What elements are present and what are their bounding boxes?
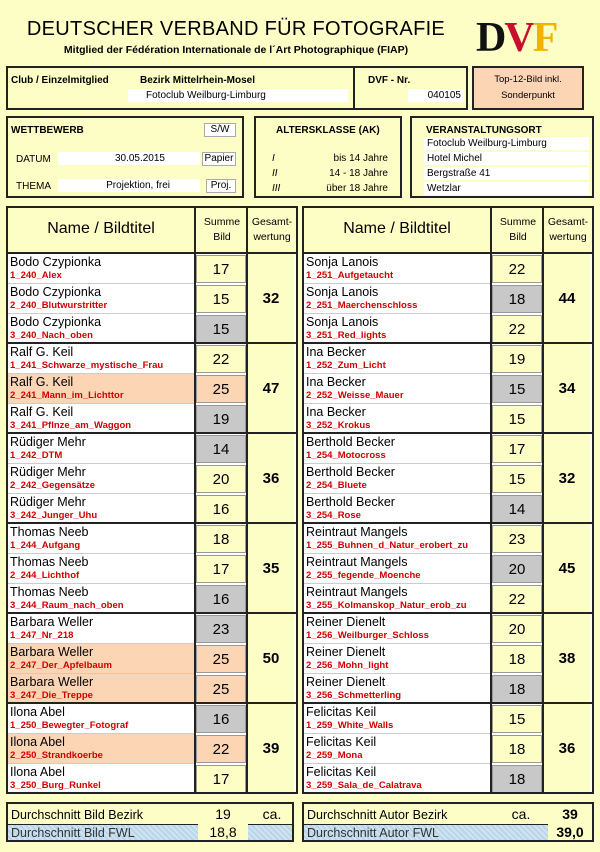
score-cell[interactable]: 20 xyxy=(492,615,542,643)
table-row[interactable] xyxy=(8,644,194,674)
score-cell[interactable]: 23 xyxy=(196,615,246,643)
altersklasse-label: ALTERSKLASSE (AK) xyxy=(276,125,380,136)
altersklasse-box: ALTERSKLASSE (AK) I bis 14 Jahre II 14 - 18 Jahre III über 18 Jahre xyxy=(254,116,402,198)
datum-label: DATUM xyxy=(16,154,51,165)
gesamt-cell: 35 xyxy=(248,524,294,614)
score-cell[interactable]: 18 xyxy=(492,765,542,793)
table-row[interactable] xyxy=(304,254,490,284)
score-cell[interactable]: 15 xyxy=(196,285,246,313)
score-cell[interactable]: 22 xyxy=(492,315,542,343)
author-name: Bodo Czypionka xyxy=(10,285,102,299)
score-cell[interactable]: 22 xyxy=(492,255,542,283)
author-name: Felicitas Keil xyxy=(306,735,377,749)
top12-legend: Top-12-Bild inkl. Sonderpunkt xyxy=(472,66,584,110)
author-name: Reintraut Mangels xyxy=(306,585,408,599)
author-name: Ralf G. Keil xyxy=(10,345,74,359)
club-name-field[interactable]: Fotoclub Weilburg-Limburg xyxy=(128,89,348,102)
image-title: 3_247_Die_Treppe xyxy=(10,690,93,701)
score-cell[interactable]: 16 xyxy=(196,495,246,523)
author-name: Thomas Neeb xyxy=(10,585,89,599)
table-row[interactable] xyxy=(8,764,194,794)
table-row[interactable] xyxy=(304,494,490,524)
page-title: DEUTSCHER VERBAND FÜR FOTOGRAFIE xyxy=(26,18,446,40)
author-name: Thomas Neeb xyxy=(10,525,89,539)
ort-line-1[interactable]: Fotoclub Weilburg-Limburg xyxy=(424,137,589,150)
author-name: Ina Becker xyxy=(306,345,366,359)
bild-bezirk-value: 19 xyxy=(198,806,248,822)
table-row[interactable] xyxy=(304,374,490,404)
header-summe: Summe Bild xyxy=(203,216,241,243)
score-cell[interactable]: 15 xyxy=(492,465,542,493)
score-cell[interactable]: 22 xyxy=(196,345,246,373)
image-title: 3_250_Burg_Runkel xyxy=(10,780,101,791)
author-name: Ilona Abel xyxy=(10,765,65,779)
image-title: 2_241_Mann_im_Lichttor xyxy=(10,390,124,401)
table-header xyxy=(304,208,592,254)
autor-fwl-label: Durchschnitt Autor FWL xyxy=(307,826,439,840)
gesamt-cell: 36 xyxy=(544,704,590,794)
image-title: 3_244_Raum_nach_oben xyxy=(10,600,124,611)
image-title: 3_254_Rose xyxy=(306,510,361,521)
header-gesamt: Gesamt- wertung xyxy=(251,216,293,243)
image-title: 2_250_Strandkoerbe xyxy=(10,750,103,761)
gesamt-cell: 36 xyxy=(248,434,294,524)
gesamt-cell: 47 xyxy=(248,344,294,434)
header-gesamt: Gesamt- wertung xyxy=(547,216,589,243)
table-row[interactable] xyxy=(8,494,194,524)
author-name: Reintraut Mangels xyxy=(306,525,408,539)
page-subtitle: Mitglied der Fédération Internationale de l´Art Photographique (FIAP) xyxy=(63,44,409,56)
score-cell[interactable]: 14 xyxy=(196,435,246,463)
dvf-nr-label: DVF - Nr. xyxy=(368,75,411,86)
image-title: 1_240_Alex xyxy=(10,270,62,281)
table-row[interactable] xyxy=(8,464,194,494)
image-title: 1_247_Nr_218 xyxy=(10,630,74,641)
datum-field[interactable]: 30.05.2015 xyxy=(58,152,200,165)
score-cell[interactable]: 25 xyxy=(196,375,246,403)
score-cell[interactable]: 19 xyxy=(196,405,246,433)
ort-line-4[interactable]: Wetzlar xyxy=(424,182,589,195)
wettbewerb-box xyxy=(6,116,244,198)
image-title: 3_259_Sala_de_Calatrava xyxy=(306,780,422,791)
score-cell[interactable]: 14 xyxy=(492,495,542,523)
table-row[interactable] xyxy=(8,704,194,734)
image-title: 2_256_Mohn_light xyxy=(306,660,389,671)
table-row[interactable] xyxy=(8,434,194,464)
gesamt-cell: 32 xyxy=(248,254,294,344)
score-cell[interactable]: 15 xyxy=(196,315,246,343)
author-name: Sonja Lanois xyxy=(306,315,379,329)
gesamt-cell: 32 xyxy=(544,434,590,524)
table-row[interactable] xyxy=(8,524,194,554)
summary-bild: Durchschnitt Bild Bezirk 19 ca. Durchschnitt Bild FWL 18,8 xyxy=(6,802,294,842)
author-name: Rüdiger Mehr xyxy=(10,465,86,479)
score-cell[interactable]: 15 xyxy=(492,375,542,403)
table-row[interactable] xyxy=(8,404,194,434)
results-table-right xyxy=(302,206,594,794)
ort-line-2[interactable]: Hotel Michel xyxy=(424,152,589,165)
table-row[interactable] xyxy=(304,764,490,794)
sw-button[interactable]: S/W xyxy=(204,123,236,137)
gesamt-cell: 39 xyxy=(248,704,294,794)
table-row[interactable] xyxy=(304,314,490,344)
summary-autor: Durchschnitt Autor Bezirk ca. 39 Durchschnitt Autor FWL 39,0 xyxy=(302,802,594,842)
table-row[interactable] xyxy=(304,644,490,674)
gesamt-cell: 45 xyxy=(544,524,590,614)
author-name: Barbara Weller xyxy=(10,675,94,689)
author-name: Berthold Becker xyxy=(306,465,395,479)
image-title: 3_256_Schmetterling xyxy=(306,690,402,701)
score-cell[interactable]: 16 xyxy=(196,585,246,613)
bild-fwl-label: Durchschnitt Bild FWL xyxy=(11,826,135,840)
table-row[interactable] xyxy=(8,374,194,404)
author-name: Ina Becker xyxy=(306,405,366,419)
image-title: 2_255_fegende_Moenche xyxy=(306,570,421,581)
table-row[interactable] xyxy=(304,434,490,464)
dvf-logo: DVF xyxy=(476,15,557,61)
author-name: Rüdiger Mehr xyxy=(10,435,86,449)
image-title: 2_251_Maerchenschloss xyxy=(306,300,418,311)
score-cell[interactable]: 25 xyxy=(196,645,246,673)
image-title: 2_242_Gegensätze xyxy=(10,480,96,491)
author-name: Reintraut Mangels xyxy=(306,555,408,569)
gesamt-cell: 44 xyxy=(544,254,590,344)
dvf-nr-field[interactable]: 040105 xyxy=(408,89,464,102)
author-name: Berthold Becker xyxy=(306,495,395,509)
image-title: 2_254_Bluete xyxy=(306,480,367,491)
club-box xyxy=(6,66,468,110)
image-title: 1_250_Bewegter_Fotograf xyxy=(10,720,129,731)
image-title: 2_240_Blutwurstritter xyxy=(10,300,108,311)
table-header xyxy=(8,208,296,254)
author-name: Reiner Dienelt xyxy=(306,615,386,629)
author-name: Felicitas Keil xyxy=(306,705,377,719)
veranstaltungsort-label: VERANSTALTUNGSORT xyxy=(426,125,542,136)
papier-button[interactable]: Papier xyxy=(202,152,236,166)
author-name: Ilona Abel xyxy=(10,735,65,749)
table-row[interactable] xyxy=(304,344,490,374)
author-name: Ralf G. Keil xyxy=(10,375,74,389)
table-row[interactable] xyxy=(304,704,490,734)
table-row[interactable] xyxy=(8,674,194,704)
author-name: Ina Becker xyxy=(306,375,366,389)
image-title: 1_259_White_Walls xyxy=(306,720,394,731)
image-title: 1_251_Aufgetaucht xyxy=(306,270,394,281)
author-name: Felicitas Keil xyxy=(306,765,377,779)
table-row[interactable] xyxy=(8,314,194,344)
table-row[interactable] xyxy=(304,524,490,554)
table-row[interactable] xyxy=(8,554,194,584)
score-cell[interactable]: 17 xyxy=(196,555,246,583)
image-title: 3_241_Pflnze_am_Waggon xyxy=(10,420,132,431)
image-title: 1_255_Buhnen_d_Natur_erobert_zu xyxy=(306,540,469,551)
author-name: Bodo Czypionka xyxy=(10,315,102,329)
author-name: Reiner Dienelt xyxy=(306,675,386,689)
veranstaltungsort-box xyxy=(410,116,594,198)
author-name: Barbara Weller xyxy=(10,645,94,659)
score-cell[interactable]: 15 xyxy=(492,705,542,733)
score-cell[interactable]: 17 xyxy=(196,765,246,793)
autor-fwl-value: 39,0 xyxy=(548,824,592,840)
author-name: Ralf G. Keil xyxy=(10,405,74,419)
score-cell[interactable]: 19 xyxy=(492,345,542,373)
image-title: 1_256_Weilburger_Schloss xyxy=(306,630,429,641)
results-table-left xyxy=(6,206,298,794)
table-row[interactable] xyxy=(304,554,490,584)
club-label: Club / Einzelmitglied xyxy=(11,75,109,86)
header-name: Name / Bildtitel xyxy=(47,220,155,237)
score-cell[interactable]: 18 xyxy=(196,525,246,553)
score-cell[interactable]: 22 xyxy=(492,585,542,613)
score-cell[interactable]: 17 xyxy=(492,435,542,463)
score-cell[interactable]: 18 xyxy=(492,285,542,313)
image-title: 3_251_Red_lights xyxy=(306,330,387,341)
author-name: Reiner Dienelt xyxy=(306,645,386,659)
score-cell[interactable]: 18 xyxy=(492,645,542,673)
score-cell[interactable]: 15 xyxy=(492,405,542,433)
table-row[interactable] xyxy=(304,734,490,764)
author-name: Sonja Lanois xyxy=(306,285,379,299)
proj-button[interactable]: Proj. xyxy=(206,179,236,193)
autor-bezirk-value: 39 xyxy=(548,806,592,822)
header-name: Name / Bildtitel xyxy=(343,220,451,237)
table-row[interactable] xyxy=(8,344,194,374)
ak-row-3: über 18 Jahre xyxy=(326,183,388,194)
table-row[interactable] xyxy=(304,584,490,614)
image-title: 3_240_Nach_oben xyxy=(10,330,93,341)
score-cell[interactable]: 17 xyxy=(196,255,246,283)
thema-field[interactable]: Projektion, frei xyxy=(58,179,200,192)
image-title: 1_241_Schwarze_mystische_Frau xyxy=(10,360,164,371)
author-name: Thomas Neeb xyxy=(10,555,89,569)
score-cell[interactable]: 18 xyxy=(492,675,542,703)
image-title: 3_242_Junger_Uhu xyxy=(10,510,98,521)
table-row[interactable] xyxy=(8,734,194,764)
table-row[interactable] xyxy=(304,674,490,704)
image-title: 2_259_Mona xyxy=(306,750,363,761)
gesamt-cell: 34 xyxy=(544,344,590,434)
score-cell[interactable]: 20 xyxy=(492,555,542,583)
image-title: 2_247_Der_Apfelbaum xyxy=(10,660,112,671)
image-title: 1_254_Motocross xyxy=(306,450,386,461)
author-name: Bodo Czypionka xyxy=(10,255,102,269)
author-name: Barbara Weller xyxy=(10,615,94,629)
table-row[interactable] xyxy=(8,254,194,284)
image-title: 2_252_Weisse_Mauer xyxy=(306,390,404,401)
table-row[interactable] xyxy=(304,284,490,314)
author-name: Sonja Lanois xyxy=(306,255,379,269)
score-cell[interactable]: 23 xyxy=(492,525,542,553)
ak-row-2: 14 - 18 Jahre xyxy=(329,168,388,179)
ak-row-1: bis 14 Jahre xyxy=(333,153,388,164)
bild-fwl-value: 18,8 xyxy=(198,824,248,840)
bezirk-name: Bezirk Mittelrhein-Mosel xyxy=(140,75,256,86)
author-name: Berthold Becker xyxy=(306,435,395,449)
thema-label: THEMA xyxy=(16,181,51,192)
table-row[interactable] xyxy=(8,584,194,614)
image-title: 1_244_Aufgang xyxy=(10,540,81,551)
gesamt-cell: 50 xyxy=(248,614,294,704)
image-title: 3_252_Krokus xyxy=(306,420,371,431)
author-name: Rüdiger Mehr xyxy=(10,495,86,509)
image-title: 3_255_Kolmanskop_Natur_erob_zu xyxy=(306,600,467,611)
table-row[interactable] xyxy=(304,464,490,494)
image-title: 2_244_Lichthof xyxy=(10,570,80,581)
score-cell[interactable]: 20 xyxy=(196,465,246,493)
bild-bezirk-label: Durchschnitt Bild Bezirk xyxy=(11,808,143,822)
table-row[interactable] xyxy=(8,614,194,644)
score-cell[interactable]: 25 xyxy=(196,675,246,703)
autor-bezirk-label: Durchschnitt Autor Bezirk xyxy=(307,808,448,822)
image-title: 1_242_DTM xyxy=(10,450,63,461)
header-summe: Summe Bild xyxy=(499,216,537,243)
table-row[interactable] xyxy=(304,404,490,434)
author-name: Ilona Abel xyxy=(10,705,65,719)
ort-line-3[interactable]: Bergstraße 41 xyxy=(424,167,589,180)
gesamt-cell: 38 xyxy=(544,614,590,704)
table-row[interactable] xyxy=(304,614,490,644)
image-title: 1_252_Zum_Licht xyxy=(306,360,386,371)
score-cell[interactable]: 22 xyxy=(196,735,246,763)
table-row[interactable] xyxy=(8,284,194,314)
score-cell[interactable]: 18 xyxy=(492,735,542,763)
score-cell[interactable]: 16 xyxy=(196,705,246,733)
wettbewerb-label: WETTBEWERB xyxy=(11,125,84,136)
